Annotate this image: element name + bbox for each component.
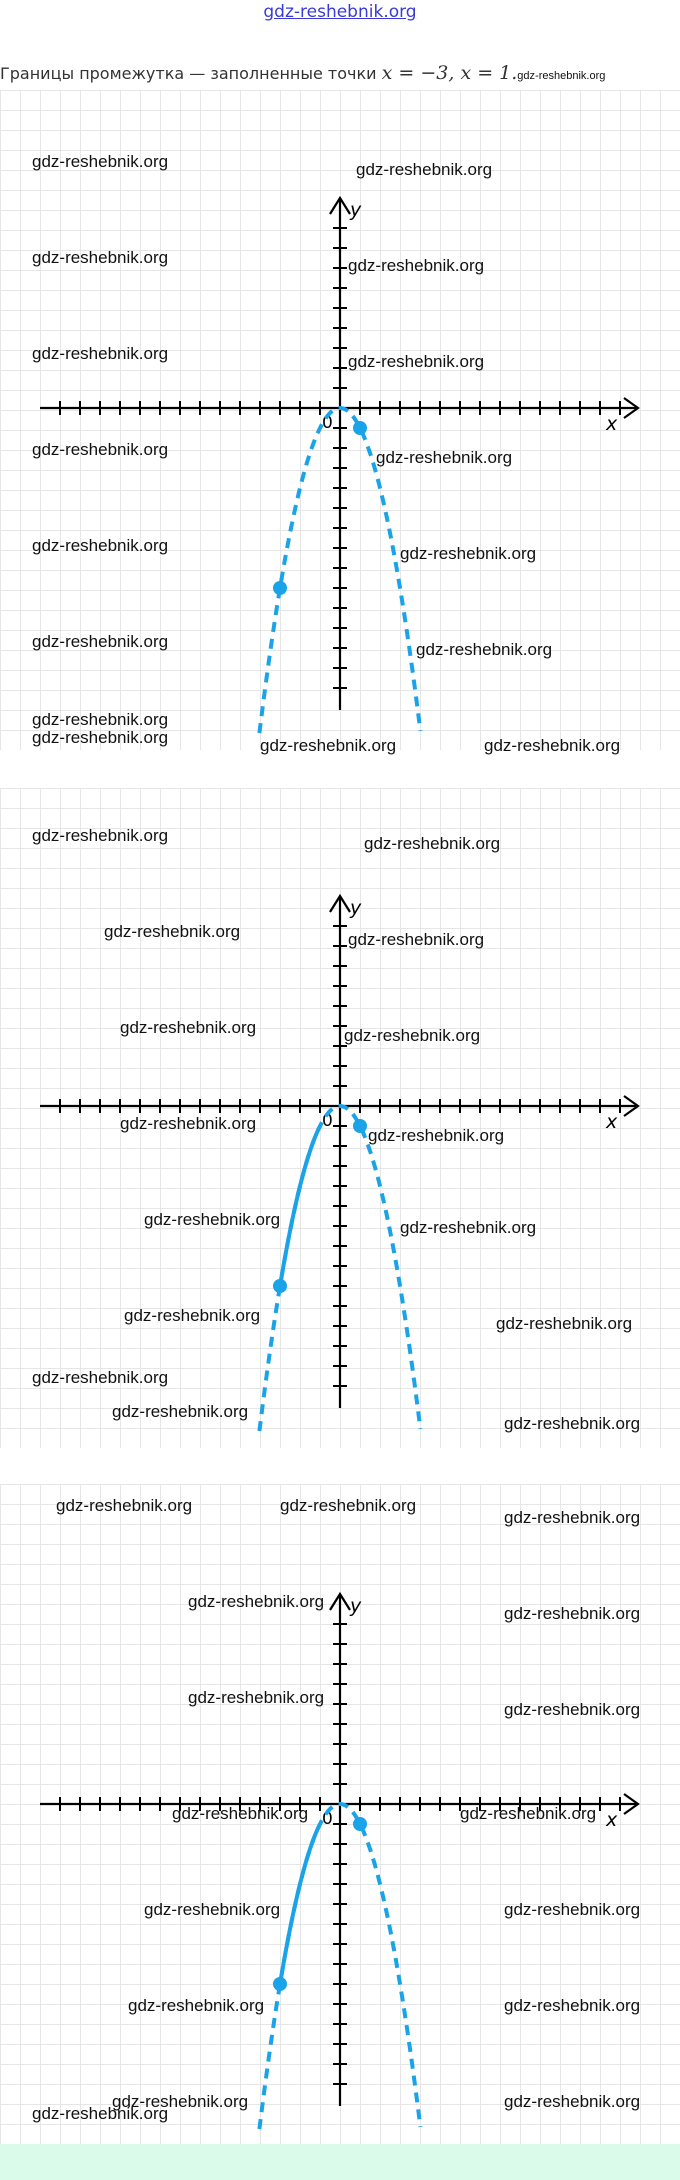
watermark-text: gdz-reshebnik.org [460,1804,597,1823]
watermark-text: gdz-reshebnik.org [32,632,169,651]
watermark-text: gdz-reshebnik.org [32,2104,169,2123]
watermark-text: gdz-reshebnik.org [112,1402,249,1421]
marked-point [353,1119,367,1133]
watermark-text: gdz-reshebnik.org [504,2092,641,2111]
watermark-text: gdz-reshebnik.org [376,448,513,467]
watermark-text: gdz-reshebnik.org [188,1592,325,1611]
site-link[interactable]: gdz-reshebnik.org [263,2,417,22]
watermark-text: gdz-reshebnik.org [32,248,169,267]
caption-math: x = −3, x = 1. [381,62,518,84]
watermark-text: gdz-reshebnik.org [504,1414,641,1433]
x-axis-label: x [606,1111,618,1133]
parabola-solid-segment [280,1824,320,1984]
watermark-text: gdz-reshebnik.org [144,1210,281,1229]
watermark-text: gdz-reshebnik.org [504,1996,641,2015]
watermark-text: gdz-reshebnik.org [172,1804,309,1823]
watermark-text: gdz-reshebnik.org [56,1496,193,1515]
caption [0,58,680,88]
marked-point [273,1977,287,1991]
watermark-text: gdz-reshebnik.org [112,2092,249,2111]
watermark-text: gdz-reshebnik.org [364,834,501,853]
watermark-text: gdz-reshebnik.org [344,1026,481,1045]
watermark-text: gdz-reshebnik.org [348,930,485,949]
watermark-text: gdz-reshebnik.org [32,152,169,171]
watermark-text: gdz-reshebnik.org [124,1306,261,1325]
watermark-text: gdz-reshebnik.org [504,1508,641,1527]
watermark-text: gdz-reshebnik.org [32,710,169,729]
watermark-text: gdz-reshebnik.org [32,344,169,363]
watermark-text: gdz-reshebnik.org [368,1126,505,1145]
bottom-band [0,2144,680,2180]
watermark-text: gdz-reshebnik.org [484,736,621,755]
watermark-text: gdz-reshebnik.org [32,440,169,459]
caption-watermark: gdz-reshebnik.org [517,70,606,82]
marked-point [353,421,367,435]
watermark-text: gdz-reshebnik.org [356,160,493,179]
y-axis-label: y [350,897,362,919]
watermark-text: gdz-reshebnik.org [32,728,169,747]
watermark-text: gdz-reshebnik.org [504,1604,641,1623]
graph-panel-2 [0,788,680,1448]
origin-label: 0 [322,413,333,433]
watermark-text: gdz-reshebnik.org [32,1368,169,1387]
marked-point [353,1817,367,1831]
origin-label: 0 [322,1111,333,1131]
watermark-text: gdz-reshebnik.org [128,1996,265,2015]
watermark-text: gdz-reshebnik.org [400,1218,537,1237]
watermark-text: gdz-reshebnik.org [32,536,169,555]
graph-panel-3 [0,1484,680,2144]
watermark-text: gdz-reshebnik.org [416,640,553,659]
caption-text: Границы промежутка — заполненные точки [0,64,382,83]
graph-panel-1 [0,90,680,755]
watermark-text: gdz-reshebnik.org [104,922,241,941]
x-axis-label: x [606,413,618,435]
x-axis-label: x [606,1809,618,1831]
watermark-text: gdz-reshebnik.org [504,1900,641,1919]
watermark-text: gdz-reshebnik.org [144,1900,281,1919]
marked-point [273,1279,287,1293]
parabola-solid-segment [280,1126,320,1286]
watermark-text: gdz-reshebnik.org [496,1314,633,1333]
watermark-text: gdz-reshebnik.org [260,736,397,755]
watermark-text: gdz-reshebnik.org [348,256,485,275]
marked-point [273,581,287,595]
watermark-text: gdz-reshebnik.org [400,544,537,563]
watermark-text: gdz-reshebnik.org [504,1700,641,1719]
watermark-text: gdz-reshebnik.org [120,1018,257,1037]
watermark-text: gdz-reshebnik.org [188,1688,325,1707]
watermark-text: gdz-reshebnik.org [32,826,169,845]
watermark-text: gdz-reshebnik.org [120,1114,257,1133]
graph-svg [0,788,680,1448]
y-axis-label: y [350,1595,362,1617]
watermark-text: gdz-reshebnik.org [280,1496,417,1515]
watermark-text: gdz-reshebnik.org [348,352,485,371]
y-axis-label: y [350,199,362,221]
origin-label: 0 [322,1809,333,1829]
